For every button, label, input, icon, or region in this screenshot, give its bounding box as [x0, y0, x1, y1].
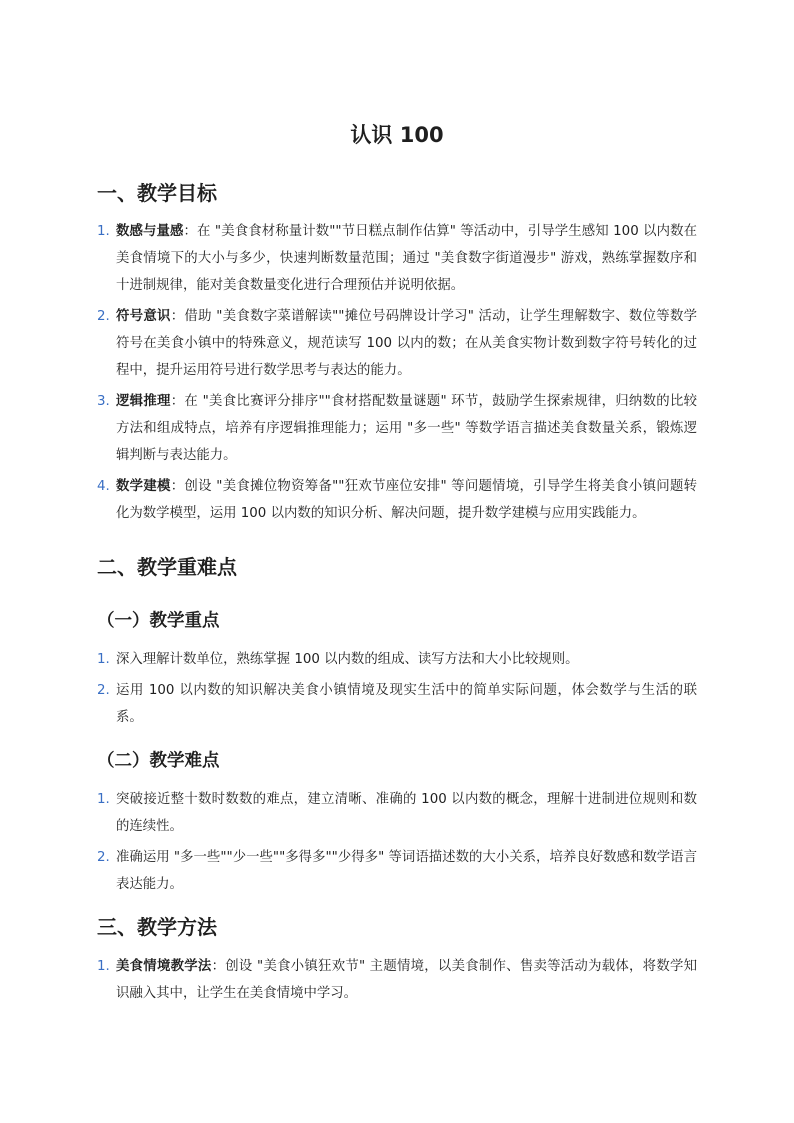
goal-term: 符号意识 — [116, 309, 171, 324]
goal-term: 逻辑推理 — [116, 394, 171, 409]
list-number: 1. — [97, 792, 110, 807]
goal-text: 在 "美食食材称量计数""节日糕点制作估算" 等活动中，引导学生感知 100 以内数在美食情境下的大小与多少，快速判断数量范围；通过 "美食数字街道漫步" 游戏，熟练掌握数序和十进制规律，能对美食数量变化进行合理预估并说明依据。 — [116, 224, 698, 293]
subsection-heading-difficulties: （二）教学难点 — [97, 751, 220, 771]
list-number: 2. — [97, 683, 110, 698]
term-separator: ： — [170, 394, 185, 409]
term-separator: ： — [170, 309, 185, 324]
difficulty-text: 突破接近整十数时数数的难点，建立清晰、准确的 100 以内数的概念，理解十进制进位规则和数的连续性。 — [116, 792, 697, 834]
term-separator: ： — [183, 224, 198, 239]
goal-term: 数感与量感 — [116, 224, 184, 239]
page-title: 认识 100 — [350, 123, 444, 147]
section-heading-goals: 一、教学目标 — [97, 181, 217, 205]
difficulties-list — [97, 786, 697, 898]
methods-list — [97, 953, 697, 1007]
goals-list — [97, 218, 697, 527]
list-item — [97, 844, 697, 898]
goal-text: 在 "美食比赛评分排序""食材搭配数量谜题" 环节，鼓励学生探索规律，归纳数的比较方法和组成特点，培养有序逻辑推理能力；运用 "多一些" 等数学语言描述美食数量关系，锻炼逻辑判断与表达能力。 — [116, 394, 698, 463]
key-point-text: 深入理解计数单位，熟练掌握 100 以内数的组成、读写方法和大小比较规则。 — [116, 652, 579, 667]
method-term: 美食情境教学法 — [116, 959, 212, 974]
list-number: 1. — [97, 652, 110, 667]
list-number: 2. — [97, 850, 110, 865]
section-heading-focus: 二、教学重难点 — [97, 555, 237, 579]
list-number: 2. — [97, 309, 110, 324]
section-heading-methods: 三、教学方法 — [97, 915, 217, 939]
list-item — [97, 388, 697, 469]
goal-text: 创设 "美食摊位物资筹备""狂欢节座位安排" 等问题情境，引导学生将美食小镇问题转化为数学模型，运用 100 以内数的知识分析、解决问题，提升数学建模与应用实践能力。 — [116, 479, 698, 521]
key-point-text: 运用 100 以内数的知识解决美食小镇情境及现实生活中的简单实际问题，体会数学与生活的联系。 — [116, 683, 697, 725]
list-item — [97, 303, 697, 384]
difficulty-text: 准确运用 "多一些""少一些""多得多""少得多" 等词语描述数的大小关系，培养良好数感和数学语言表达能力。 — [116, 850, 697, 892]
goal-text: 借助 "美食数字菜谱解读""摊位号码牌设计学习" 活动，让学生理解数字、数位等数学符号在美食小镇中的特殊意义，规范读写 100 以内的数；在从美食实物计数到数字符号转化的过程中，提升运用符号进行数学思考与表达的能力。 — [116, 309, 698, 378]
goal-term: 数学建模 — [116, 479, 171, 494]
list-number: 1. — [97, 224, 110, 239]
list-number: 4. — [97, 479, 110, 494]
list-item — [97, 677, 697, 731]
term-separator: ： — [211, 959, 226, 974]
method-text: 创设 "美食小镇狂欢节" 主题情境，以美食制作、售卖等活动为载体，将数学知识融入其中，让学生在美食情境中学习。 — [116, 959, 698, 1001]
list-item — [97, 646, 697, 673]
list-item — [97, 473, 697, 527]
list-number: 1. — [97, 959, 110, 974]
subsection-heading-key-points: （一）教学重点 — [97, 611, 220, 631]
key-points-list — [97, 646, 697, 731]
list-item — [97, 218, 697, 299]
list-number: 3. — [97, 394, 110, 409]
term-separator: ： — [170, 479, 185, 494]
list-item — [97, 786, 697, 840]
list-item — [97, 953, 697, 1007]
